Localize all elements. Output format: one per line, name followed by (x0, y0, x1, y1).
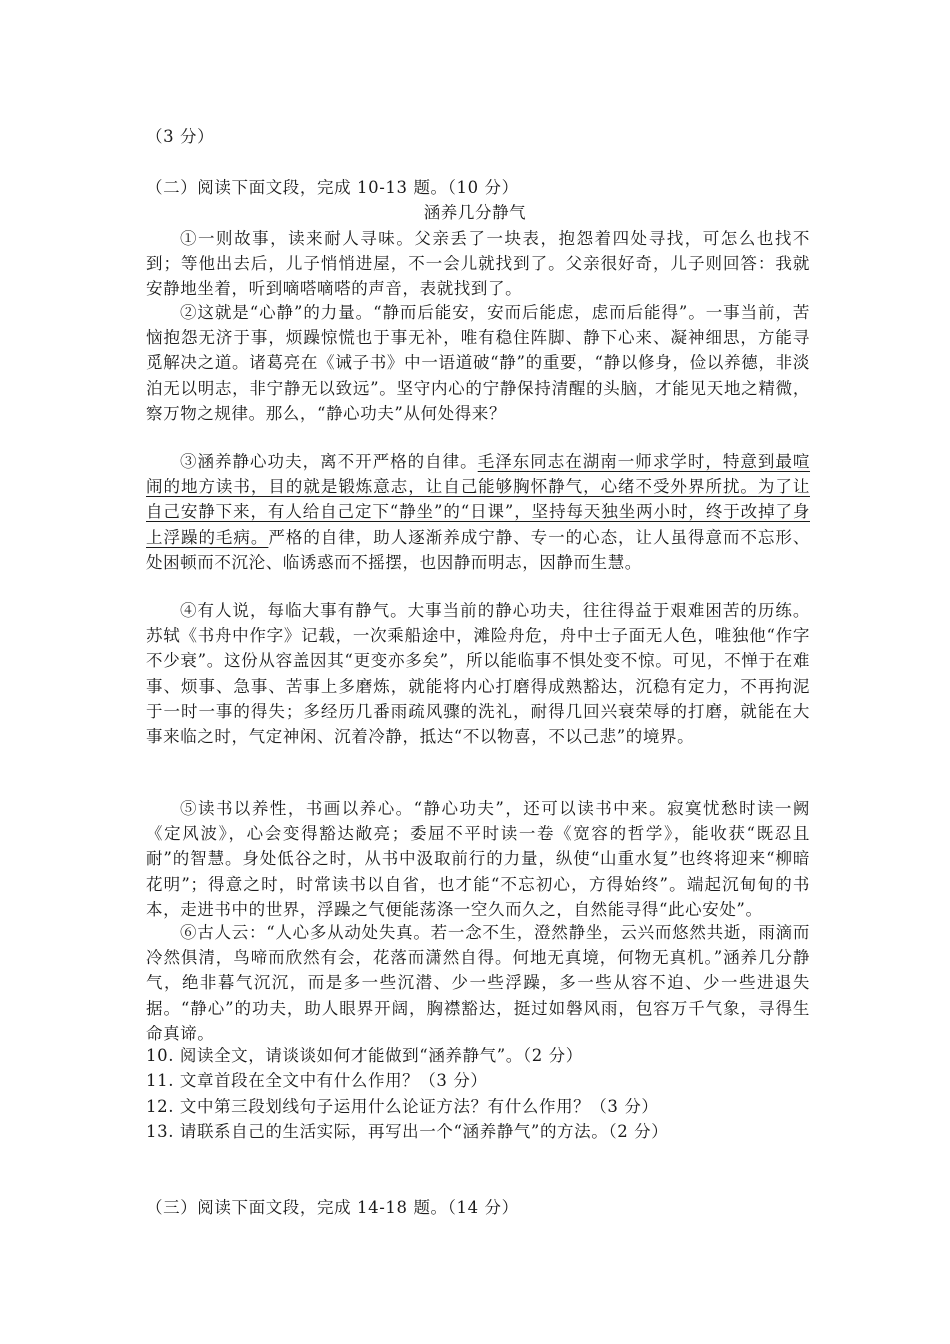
paragraph-1: ①一则故事，读来耐人寻味。父亲丢了一块表，抱怨着四处寻找，可怎么也找不到；等他出去后，儿子悄悄进屋，不一会儿就找到了。父亲很好奇，儿子则回答：我就安静地坐着，听到嘀嗒嘀嗒的声音，表就找到了。 (146, 229, 810, 299)
score-note: （3 分） (146, 127, 215, 146)
section2-heading: （二）阅读下面文段，完成 10-13 题。（10 分） (146, 178, 519, 197)
paragraph-5: ⑤读书以养性，书画以养心。“静心功夫”，还可以读书中来。寂寞忧愁时读一阙《定风波》，心会变得豁达敞亮；委屈不平时读一卷《宽容的哲学》，能收获“既忍且耐”的智慧。身处低谷之时，从书中汲取前行的力量，纵使“山重水复”也终将迎来“柳暗花明”；得意之时，时常读书以自省，也才能“不忘初心，方得始终”。端起沉甸甸的书本，走进书中的世界，浮躁之气便能荡涤一空久而久之，自然能寻得“此心安处”。 (146, 799, 810, 919)
paragraph-2: ②这就是“心静”的力量。“静而后能安，安而后能虑，虑而后能得”。一事当前，苦恼抱怨无济于事，烦躁惊慌也于事无补，唯有稳住阵脚、静下心来、凝神细思，方能寻觅解决之道。诸葛亮在《诫子书》中一语道破“静”的重要，“静以修身，俭以养德，非淡泊无以明志，非宁静无以致远”。坚守内心的宁静保持清醒的头脑，才能见天地之精微，察万物之规律。那么，“静心功夫”从何处得来？ (146, 303, 810, 423)
paragraph-3-tail: 严格的自律，助人逐渐养成宁静、专一的心态，让人虽得意而不忘形、处困顿而不沉沦、临诱惑而不摇摆，也因静而明志，因静而生慧。 (146, 527, 810, 572)
article-title: 涵养几分静气 (423, 203, 527, 222)
paragraph-3-lead: ③涵养静心功夫，离不开严格的自律。 (180, 452, 478, 471)
question-12: 12. 文中第三段划线句子运用什么论证方法？有什么作用？（3 分） (146, 1097, 659, 1116)
paragraph-4: ④有人说，每临大事有静气。大事当前的静心功夫，往往得益于艰难困苦的历练。苏轼《书舟中作字》记载，一次乘船途中，滩险舟危，舟中士子面无人色，唯独他“作字不少衰”。这份从容盖因其“更变亦多矣”，所以能临事不惧处变不惊。可见，不惮于在难事、烦事、急事、苦事上多磨炼，就能将内心打磨得成熟豁达，沉稳有定力，不再拘泥于一时一事的得失；多经历几番雨疏风骤的洗礼，耐得几回兴衰荣辱的打磨，就能在大事来临之时，气定神闲、沉着冷静，抵达“不以物喜，不以己悲”的境界。 (146, 601, 810, 747)
question-13: 13. 请联系自己的生活实际，再写出一个“涵养静气”的方法。（2 分） (146, 1122, 669, 1141)
question-10: 10. 阅读全文，请谈谈如何才能做到“涵养静气”。（2 分） (146, 1046, 583, 1065)
section3-heading: （三）阅读下面文段，完成 14-18 题。（14 分） (146, 1198, 519, 1217)
question-11: 11. 文章首段在全文中有什么作用？（3 分） (146, 1071, 488, 1090)
paragraph-3 (146, 449, 810, 575)
underlined-sentence-1: 毛泽东同志在湖南一师求学时，特意到最喧闹的地方读书，目的就是锻炼意志，让自己能够胸怀静气，心绪不受外界所扰。 (146, 452, 811, 497)
underlined-sentence-2: 为了让自己安静下来，有人给自己定下“静坐”的“日课”，坚持每天独坐两小时，终于改掉了身上浮躁的毛病。 (146, 477, 810, 547)
paragraph-6: ⑥古人云：“人心多从动处失真。若一念不生，澄然静坐，云兴而悠然共逝，雨滴而冷然俱清，鸟啼而欣然有会，花落而潇然自得。何地无真境，何物无真机。”涵养几分静气，绝非暮气沉沉，而是多一些沉潜、少一些浮躁，多一些从容不迫、少一些进退失据。“静心”的功夫，助人眼界开阔，胸襟豁达，挺过如磐风雨，包容万千气象，寻得生命真谛。 (146, 923, 810, 1043)
